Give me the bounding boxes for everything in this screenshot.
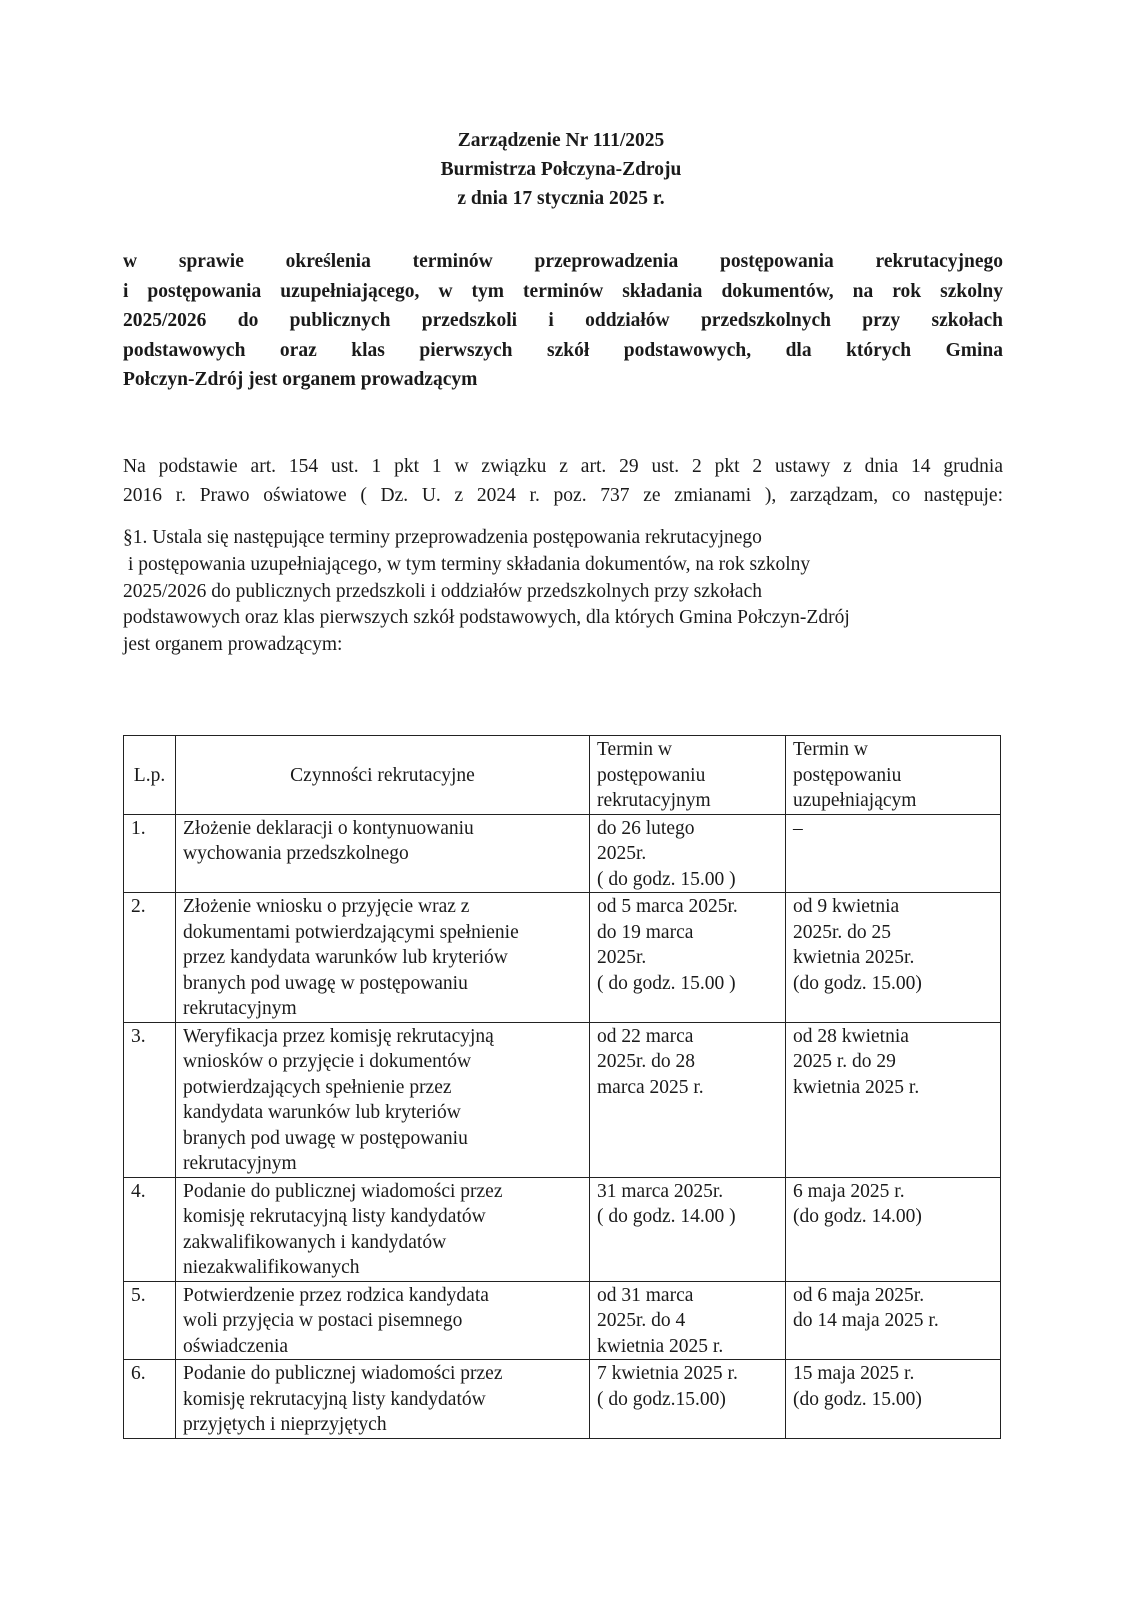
- table-row: [124, 1281, 1001, 1360]
- row-number: 6.: [124, 1360, 176, 1439]
- table-row: [124, 893, 1001, 1023]
- table-header-row: [124, 736, 1001, 815]
- row-activity: Złożenie wniosku o przyjęcie wraz z dokumentami potwierdzającymi spełnienie przez kandydata warunków lub kryteriów branych pod uwagę w postępowaniu rekrutacyjnym: [176, 893, 590, 1023]
- row-term-supplementary: 6 maja 2025 r. (do godz. 14.00): [786, 1177, 1001, 1281]
- paragraph-line: 2025/2026 do publicznych przedszkoli i oddziałów przedszkolnych przy szkołach: [123, 580, 762, 602]
- header-term-supplementary: Termin w postępowaniu uzupełniającym: [786, 736, 1001, 815]
- row-number: 1.: [124, 814, 176, 893]
- subject-line: podstawowych oraz klas pierwszych szkół podstawowych, dla których Gmina: [123, 339, 1003, 361]
- row-term-supplementary: od 28 kwietnia 2025 r. do 29 kwietnia 2025 r.: [786, 1022, 1001, 1177]
- row-term-recruitment: 31 marca 2025r. ( do godz. 14.00 ): [590, 1177, 786, 1281]
- row-number: 2.: [124, 893, 176, 1023]
- legal-basis: [123, 452, 1003, 510]
- issue-date: z dnia 17 stycznia 2025 r.: [457, 188, 665, 209]
- table-row: [124, 814, 1001, 893]
- paragraph-line: i postępowania uzupełniającego, w tym terminy składania dokumentów, na rok szkolny: [128, 553, 811, 575]
- row-term-supplementary: od 9 kwietnia 2025r. do 25 kwietnia 2025r. (do godz. 15.00): [786, 893, 1001, 1023]
- schedule-table: [123, 735, 1001, 1439]
- paragraph-line: podstawowych oraz klas pierwszych szkół podstawowych, dla których Gmina Połczyn-Zdrój: [123, 607, 850, 629]
- legal-basis-line: 2016 r. Prawo oświatowe ( Dz. U. z 2024 r. poz. 737 ze zmianami ), zarządzam, co następuje:: [123, 485, 1003, 506]
- row-term-recruitment: 7 kwietnia 2025 r. ( do godz.15.00): [590, 1360, 786, 1439]
- row-number: 4.: [124, 1177, 176, 1281]
- row-number: 5.: [124, 1281, 176, 1360]
- paragraph-line: jest organem prowadzącym:: [123, 634, 343, 656]
- row-term-recruitment: od 31 marca 2025r. do 4 kwietnia 2025 r.: [590, 1281, 786, 1360]
- subject-line: w sprawie określenia terminów przeprowadzenia postępowania rekrutacyjnego: [123, 251, 1003, 272]
- row-term-supplementary: od 6 maja 2025r. do 14 maja 2025 r.: [786, 1281, 1001, 1360]
- row-activity: Złożenie deklaracji o kontynuowaniu wychowania przedszkolnego: [176, 814, 590, 893]
- row-term-recruitment: do 26 lutego 2025r. ( do godz. 15.00 ): [590, 814, 786, 893]
- subject-line: 2025/2026 do publicznych przedszkoli i oddziałów przedszkolnych przy szkołach: [123, 310, 1003, 331]
- row-term-recruitment: od 22 marca 2025r. do 28 marca 2025 r.: [590, 1022, 786, 1177]
- subject-line: i postępowania uzupełniającego, w tym terminów składania dokumentów, na rok szkolny: [123, 280, 1003, 302]
- row-activity: Weryfikacja przez komisję rekrutacyjną wniosków o przyjęcie i dokumentów potwierdzających spełnienie przez kandydata warunków lub kryteriów branych pod uwagę w postępowaniu rekrutacyjnym: [176, 1022, 590, 1177]
- row-term-supplementary: 15 maja 2025 r. (do godz. 15.00): [786, 1360, 1001, 1439]
- ordinance-subject: [123, 247, 1003, 395]
- row-activity: Potwierdzenie przez rodzica kandydata woli przyjęcia w postaci pisemnego oświadczenia: [176, 1281, 590, 1360]
- legal-basis-line: Na podstawie art. 154 ust. 1 pkt 1 w związku z art. 29 ust. 2 pkt 2 ustawy z dnia 14 grudnia: [123, 456, 1003, 477]
- issuing-authority: Burmistrza Połczyna-Zdroju: [440, 159, 682, 180]
- header-activity: Czynności rekrutacyjne: [176, 736, 590, 815]
- header-term-recruitment: Termin w postępowaniu rekrutacyjnym: [590, 736, 786, 815]
- table-row: [124, 1022, 1001, 1177]
- paragraph-1: [123, 525, 1003, 659]
- table-row: [124, 1360, 1001, 1439]
- subject-line: Połczyn-Zdrój jest organem prowadzącym: [123, 369, 478, 390]
- row-activity: Podanie do publicznej wiadomości przez komisję rekrutacyjną listy kandydatów zakwalifikowanych i kandydatów niezakwalifikowanych: [176, 1177, 590, 1281]
- row-activity: Podanie do publicznej wiadomości przez komisję rekrutacyjną listy kandydatów przyjętych i nieprzyjętych: [176, 1360, 590, 1439]
- table-row: [124, 1177, 1001, 1281]
- row-term-supplementary: –: [786, 814, 1001, 893]
- ordinance-number: Zarządzenie Nr 111/2025: [457, 130, 665, 151]
- row-term-recruitment: od 5 marca 2025r. do 19 marca 2025r. ( do godz. 15.00 ): [590, 893, 786, 1023]
- paragraph-line: §1. Ustala się następujące terminy przeprowadzenia postępowania rekrutacyjnego: [123, 527, 762, 548]
- header-lp: L.p.: [124, 736, 176, 815]
- row-number: 3.: [124, 1022, 176, 1177]
- document-header: [0, 126, 1122, 213]
